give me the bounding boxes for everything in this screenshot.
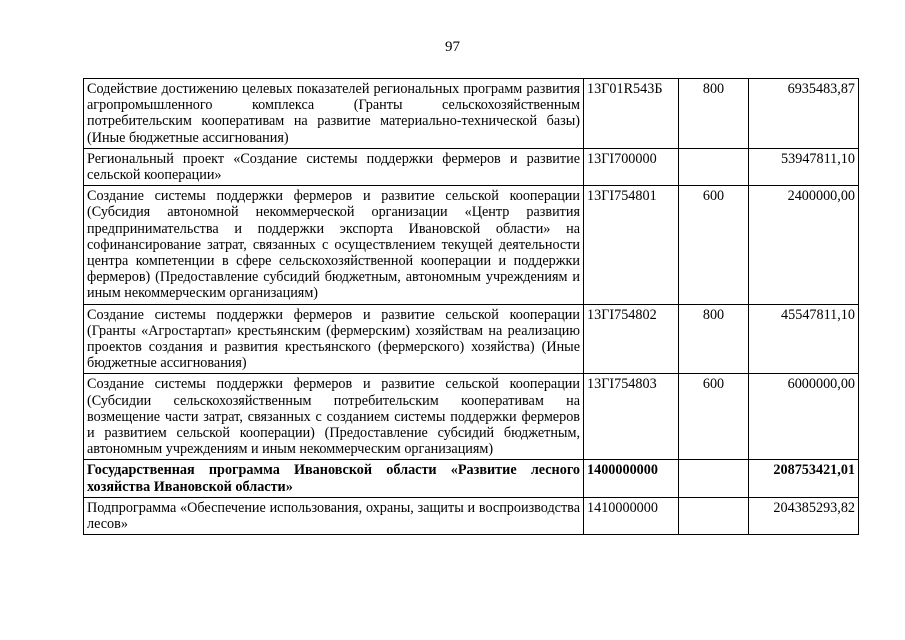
row-name: Государственная программа Ивановской области «Развитие лесного хозяйства Ивановской области» (84, 460, 584, 497)
row-name: Содействие достижению целевых показателей региональных программ развития агропромышленного комплекса (Гранты сельскохозяйственным потребительским кооперативам на развитие материально-технической базы) (Иные бюджетные ассигнования) (84, 79, 584, 149)
row-expense-type: 600 (679, 374, 749, 460)
page-number: 97 (445, 39, 460, 55)
row-expense-type: 800 (679, 304, 749, 374)
row-code: 13ГI754801 (584, 186, 679, 304)
row-amount: 45547811,10 (749, 304, 859, 374)
table-row (84, 304, 859, 374)
row-amount: 2400000,00 (749, 186, 859, 304)
row-expense-type (679, 148, 749, 185)
row-code: 13ГI754803 (584, 374, 679, 460)
row-code: 13ГI754802 (584, 304, 679, 374)
table-row (84, 374, 859, 460)
row-amount: 53947811,10 (749, 148, 859, 185)
row-amount: 6935483,87 (749, 79, 859, 149)
row-expense-type: 600 (679, 186, 749, 304)
row-code: 13ГI700000 (584, 148, 679, 185)
row-amount: 208753421,01 (749, 460, 859, 497)
row-code: 1410000000 (584, 497, 679, 534)
table-row (84, 148, 859, 185)
row-code: 1400000000 (584, 460, 679, 497)
table-row-program (84, 460, 859, 497)
row-name: Создание системы поддержки фермеров и развитие сельской кооперации (Гранты «Агростартап» крестьянским (фермерским) хозяйствам на реализацию проектов создания и развития крестьянского (фермерского) хозяйства) (Иные бюджетные ассигнования) (84, 304, 584, 374)
row-name: Создание системы поддержки фермеров и развитие сельской кооперации (Субсидии сельскохозяйственным потребительским кооперативам на возмещение части затрат, связанных с созданием системы поддержки фермеров и развитием сельской кооперации) (Предоставление субсидий бюджетным, автономным учреждениям и иным некоммерческим организациям) (84, 374, 584, 460)
row-expense-type: 800 (679, 79, 749, 149)
row-name: Региональный проект «Создание системы поддержки фермеров и развитие сельской кооперации» (84, 148, 584, 185)
row-code: 13Г01R543Б (584, 79, 679, 149)
row-name: Подпрограмма «Обеспечение использования, охраны, защиты и воспроизводства лесов» (84, 497, 584, 534)
table-row (84, 79, 859, 149)
row-name: Создание системы поддержки фермеров и развитие сельской кооперации (Субсидия автономной некоммерческой организации «Центр развития предпринимательства и поддержки экспорта Ивановской области» на софинансирование затрат, связанных с осуществлением текущей деятельности центра компетенции в сфере сельскохозяйственной кооперации и поддержки фермеров) (Предоставление субсидий бюджетным, автономным учреждениям и иным некоммерческим организациям) (84, 186, 584, 304)
row-amount: 6000000,00 (749, 374, 859, 460)
table-row (84, 497, 859, 534)
row-amount: 204385293,82 (749, 497, 859, 534)
row-expense-type (679, 460, 749, 497)
table-row (84, 186, 859, 304)
budget-table (83, 78, 859, 535)
row-expense-type (679, 497, 749, 534)
